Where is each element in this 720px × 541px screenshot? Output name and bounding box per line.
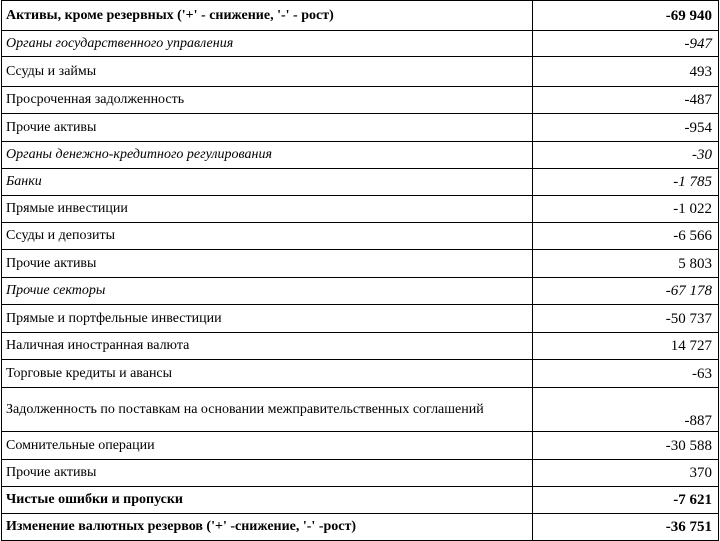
- row-label: Изменение валютных резервов ('+' -снижение, '-' -рост): [2, 514, 533, 541]
- table-row: [2, 305, 719, 333]
- row-label: Органы денежно-кредитного регулирования: [2, 142, 533, 169]
- row-value: -36 751: [533, 514, 719, 541]
- row-value: 493: [533, 57, 719, 87]
- table-row: [2, 388, 719, 432]
- row-label: Прочие активы: [2, 250, 533, 278]
- table-row: [2, 114, 719, 142]
- row-value: 5 803: [533, 250, 719, 278]
- table-row: [2, 487, 719, 514]
- row-value: 14 727: [533, 333, 719, 360]
- row-label: Торговые кредиты и авансы: [2, 360, 533, 388]
- table-row: [2, 360, 719, 388]
- row-value: -63: [533, 360, 719, 388]
- table-row: [2, 333, 719, 360]
- row-label: Ссуды и займы: [2, 57, 533, 87]
- row-value: -6 566: [533, 223, 719, 250]
- row-value: -50 737: [533, 305, 719, 333]
- row-value: -67 178: [533, 278, 719, 305]
- row-value: -30: [533, 142, 719, 169]
- table-row: [2, 223, 719, 250]
- row-value: -487: [533, 87, 719, 114]
- table-row: [2, 196, 719, 223]
- table-row: [2, 432, 719, 460]
- row-value: -30 588: [533, 432, 719, 460]
- row-label: Прочие активы: [2, 114, 533, 142]
- table-row: [2, 460, 719, 487]
- row-label: Активы, кроме резервных ('+' - снижение, '-' - рост): [2, 1, 533, 31]
- row-value: 370: [533, 460, 719, 487]
- table-row: [2, 278, 719, 305]
- table-row: [2, 514, 719, 541]
- row-value: -7 621: [533, 487, 719, 514]
- row-label: Прочие секторы: [2, 278, 533, 305]
- table-row: [2, 57, 719, 87]
- row-label: Органы государственного управления: [2, 31, 533, 57]
- table-row: [2, 250, 719, 278]
- table-row: [2, 169, 719, 196]
- row-label: Прочие активы: [2, 460, 533, 487]
- row-label: Прямые и портфельные инвестиции: [2, 305, 533, 333]
- balance-table: [1, 0, 719, 541]
- row-label: Чистые ошибки и пропуски: [2, 487, 533, 514]
- row-label: Банки: [2, 169, 533, 196]
- row-value: -947: [533, 31, 719, 57]
- row-label: Просроченная задолженность: [2, 87, 533, 114]
- row-value: -954: [533, 114, 719, 142]
- row-value: -887: [533, 388, 719, 432]
- row-label: Ссуды и депозиты: [2, 223, 533, 250]
- table-row: [2, 31, 719, 57]
- row-value: -69 940: [533, 1, 719, 31]
- table-row: [2, 142, 719, 169]
- table-row: [2, 1, 719, 31]
- table-row: [2, 87, 719, 114]
- row-label: Задолженность по поставкам на основании межправительственных соглашений: [2, 388, 533, 432]
- row-value: -1 022: [533, 196, 719, 223]
- row-label: Сомнительные операции: [2, 432, 533, 460]
- row-value: -1 785: [533, 169, 719, 196]
- row-label: Прямые инвестиции: [2, 196, 533, 223]
- row-label: Наличная иностранная валюта: [2, 333, 533, 360]
